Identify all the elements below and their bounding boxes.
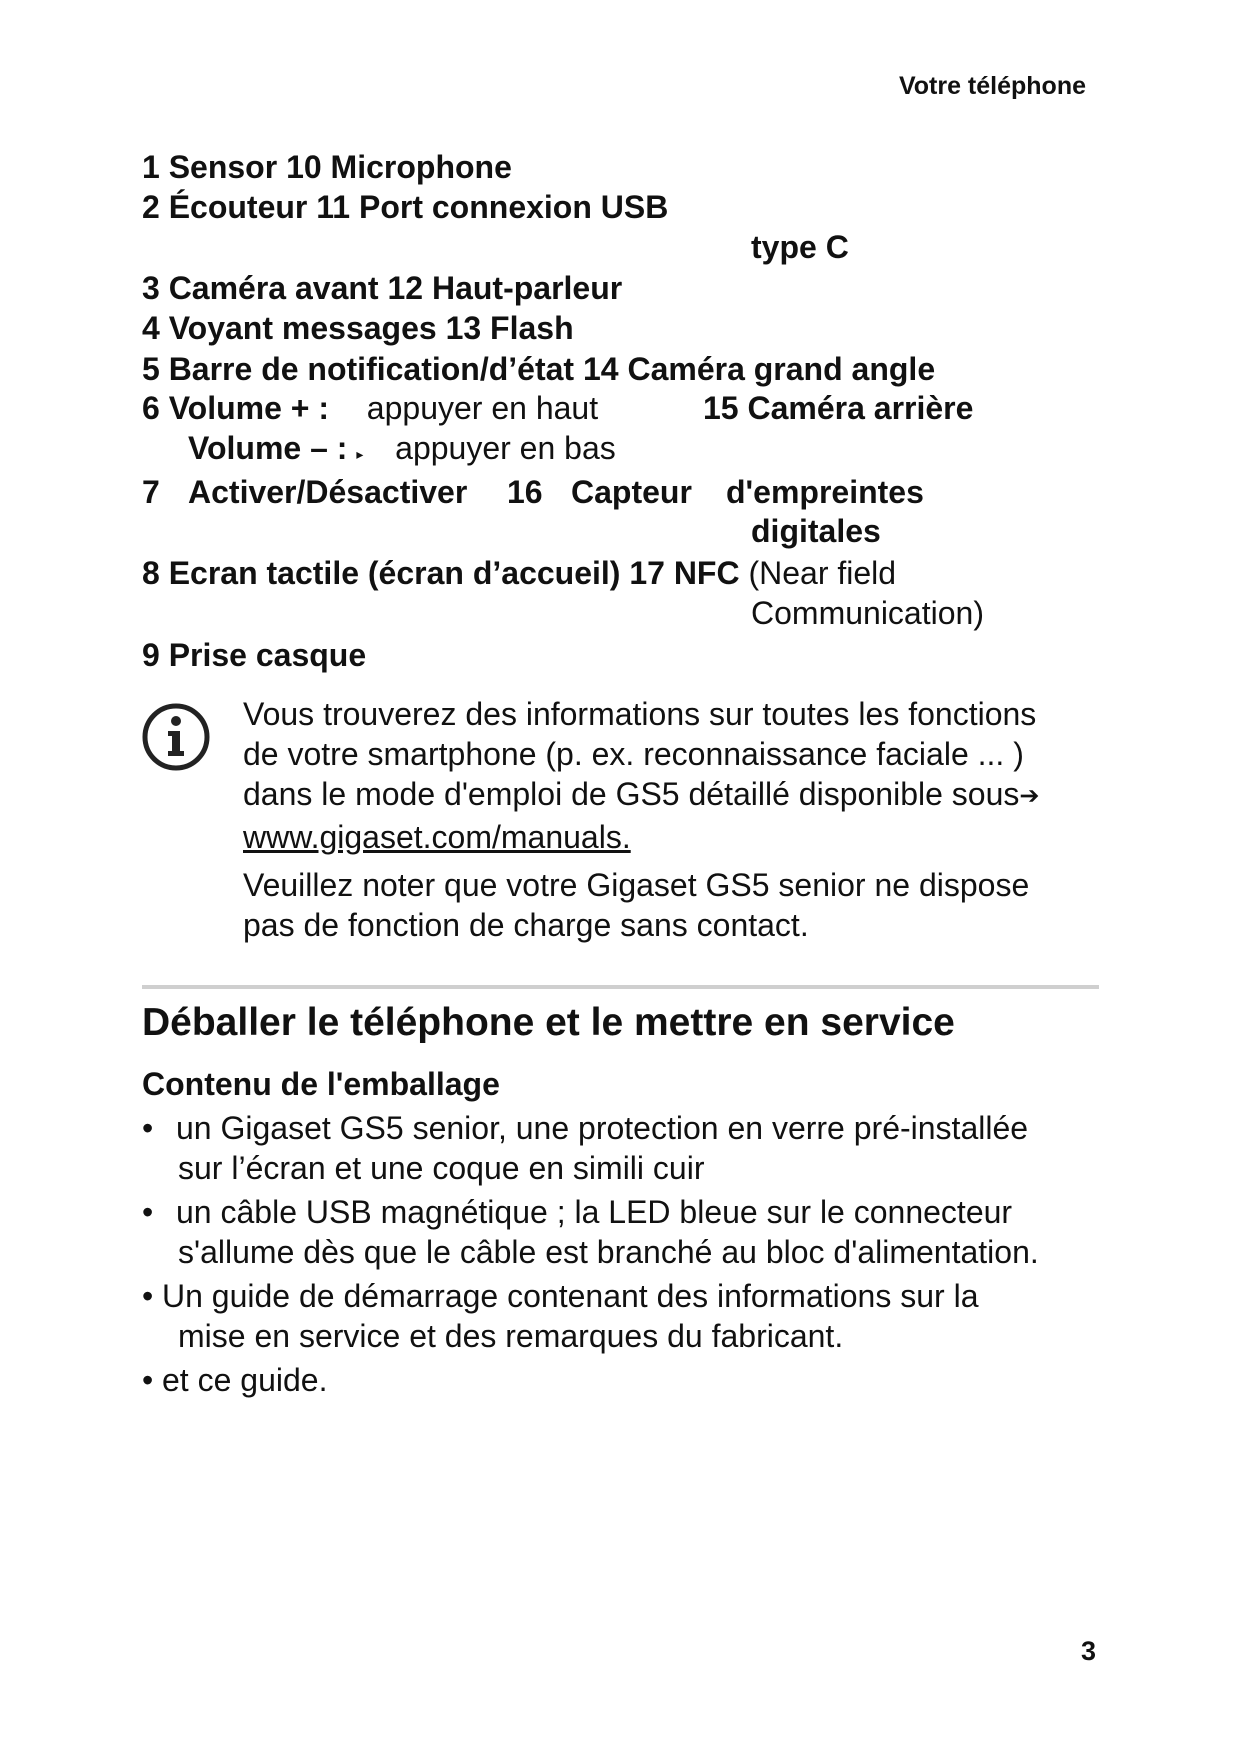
parts-line-4: 4 Voyant messages 13 Flash — [142, 310, 574, 346]
info-icon — [141, 702, 211, 772]
parts-line-7-cont: digitales — [751, 513, 881, 549]
parts-line-7-b: 16 — [507, 474, 543, 510]
parts-line-5: 5 Barre de notification/d’état 14 Caméra grand angle — [142, 351, 936, 387]
arrow-right-icon: ➔ — [1019, 782, 1040, 810]
manuals-link[interactable]: www.gigaset.com/manuals. — [243, 818, 631, 855]
list-item-line-1: Un guide de démarrage contenant des informations sur la — [162, 1278, 979, 1314]
parts-line-8-cont: Communication) — [751, 595, 984, 631]
parts-line-6-right: 15 Caméra arrière — [703, 390, 974, 426]
list-item — [142, 1192, 1039, 1272]
list-item-line-1: et ce guide. — [162, 1362, 328, 1398]
section-title: Déballer le téléphone et le mettre en service — [142, 1001, 955, 1044]
bullet-dot: • — [142, 1110, 154, 1146]
parts-line-2-cont: type C — [751, 229, 849, 265]
list-item — [142, 1108, 1039, 1188]
volume-up-label: 6 Volume + : — [142, 390, 330, 426]
list-item — [142, 1276, 1039, 1356]
parts-line-7-a: Activer/Désactiver — [188, 474, 468, 510]
running-header: Votre téléphone — [898, 72, 1086, 100]
section-divider — [142, 985, 1099, 989]
parts-line-6 — [142, 388, 598, 428]
volume-down-text: appuyer en bas — [395, 430, 616, 466]
bullet-dot: • — [142, 1278, 154, 1314]
info-line-1: Vous trouverez des informations sur toutes les fonctions — [243, 696, 1037, 732]
info-line-3-text: dans le mode d'emploi de GS5 détaillé disponible sous — [243, 776, 1020, 812]
info-note — [243, 694, 1103, 945]
parts-line-7-num: 7 — [142, 474, 160, 510]
list-item-line-2: sur l’écran et une coque en simili cuir — [178, 1150, 705, 1186]
package-contents-list — [142, 1108, 1039, 1404]
page-number: 3 — [1081, 1636, 1097, 1666]
list-item — [142, 1360, 1039, 1400]
info-line-3 — [243, 774, 1103, 817]
list-item-line-1: un câble USB magnétique ; la LED bleue sur le connecteur — [176, 1194, 1013, 1230]
info-line-2: de votre smartphone (p. ex. reconnaissance faciale ... ) — [243, 736, 1024, 772]
parts-line-8 — [142, 553, 896, 593]
parts-line-8-bold: 8 Ecran tactile (écran d’accueil) 17 NFC — [142, 555, 740, 591]
info-line-6: pas de fonction de charge sans contact. — [243, 906, 809, 943]
bullet-dot: • — [142, 1362, 154, 1398]
list-item-line-2: mise en service et des remarques du fabricant. — [178, 1318, 844, 1354]
parts-line-3: 3 Caméra avant 12 Haut-parleur — [142, 270, 623, 306]
section-subtitle: Contenu de l'emballage — [142, 1066, 500, 1102]
parts-line-1: 1 Sensor 10 Microphone — [142, 149, 512, 185]
small-arrow-icon: ▸ — [356, 446, 364, 462]
list-item-line-2: s'allume dès que le câble est branché au bloc d'alimentation. — [178, 1234, 1039, 1270]
list-item-line-1: un Gigaset GS5 senior, une protection en verre pré-installée — [176, 1110, 1029, 1146]
parts-line-7-c: Capteur — [571, 474, 692, 510]
bullet-dot: • — [142, 1194, 154, 1230]
parts-line-6b — [188, 428, 616, 474]
info-line-5: Veuillez noter que votre Gigaset GS5 senior ne dispose — [243, 866, 1030, 903]
volume-up-text: appuyer en haut — [366, 390, 599, 426]
parts-line-8-text: (Near field — [748, 555, 897, 591]
parts-line-7-d: d'empreintes — [726, 474, 924, 510]
volume-down-label: Volume – : — [188, 430, 348, 466]
parts-line-2: 2 Écouteur 11 Port connexion USB — [142, 189, 669, 225]
parts-line-9: 9 Prise casque — [142, 637, 367, 673]
